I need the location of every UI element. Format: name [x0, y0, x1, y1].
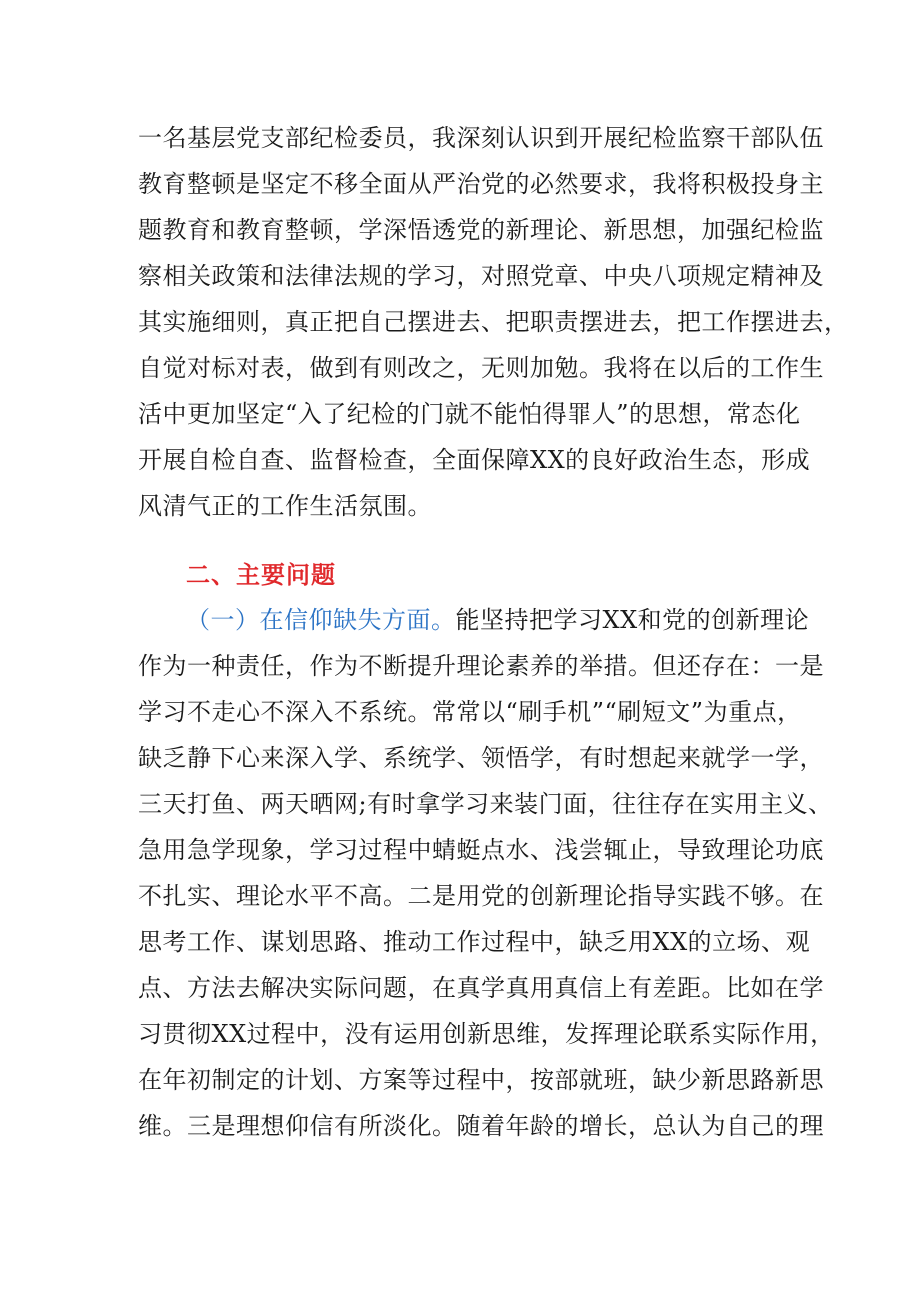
paragraph-line: 不扎实、理论水平不高。二是用党的创新理论指导实践不够。在	[138, 882, 824, 910]
paragraph-line: 风清气正的工作生活氛围。	[138, 492, 432, 520]
paragraph-line: 活中更加坚定“入了纪检的门就不能怕得罪人”的思想，常态化	[138, 400, 801, 428]
subsection-first-line-text: 能坚持把学习XX和党的创新理论	[455, 606, 810, 634]
paragraph-line: 察相关政策和法律法规的学习，对照党章、中央八项规定精神及	[138, 262, 824, 290]
paragraph-line: 自觉对标对表，做到有则改之，无则加勉。我将在以后的工作生	[138, 354, 824, 382]
paragraph-line: 在年初制定的计划、方案等过程中，按部就班，缺少新思路新思	[138, 1066, 824, 1094]
section-heading: 二、主要问题	[186, 561, 336, 589]
paragraph-line: 题教育和教育整顿，学深悟透党的新理论、新思想，加强纪检监	[138, 216, 824, 244]
paragraph-line: 点、方法去解决实际问题，在真学真用真信上有差距。比如在学	[138, 974, 824, 1002]
paragraph-line: 思考工作、谋划思路、推动工作过程中，缺乏用XX的立场、观	[138, 928, 811, 956]
paragraph-line: 习贯彻XX过程中，没有运用创新思维，发挥理论联系实际作用，	[138, 1020, 835, 1048]
paragraph-line: 作为一种责任，作为不断提升理论素养的举措。但还存在：一是	[138, 652, 824, 680]
paragraph-line: 开展自检自查、监督检查，全面保障XX的良好政治生态，形成	[138, 446, 811, 474]
paragraph-line: 教育整顿是坚定不移全面从严治党的必然要求，我将积极投身主	[138, 170, 824, 198]
paragraph-line: 其实施细则，真正把自己摆进去、把职责摆进去，把工作摆进去，	[138, 308, 849, 336]
paragraph-line: 三天打鱼、两天晒网;有时拿学习来装门面，往往存在实用主义、	[138, 790, 833, 818]
paragraph-line: 急用急学现象，学习过程中蜻蜓点水、浅尝辄止，导致理论功底	[138, 836, 824, 864]
paragraph-line: 学习不走心不深入不系统。常常以“刷手机”“刷短文”为重点，	[138, 698, 802, 726]
subsection-first-line	[186, 600, 810, 640]
paragraph-line: 一名基层党支部纪检委员，我深刻认识到开展纪检监察干部队伍	[138, 124, 824, 152]
subsection-lead: （一）在信仰缺失方面。	[186, 606, 456, 634]
paragraph-line: 缺乏静下心来深入学、系统学、领悟学，有时想起来就学一学，	[138, 744, 824, 772]
paragraph-line: 维。三是理想仰信有所淡化。随着年龄的增长，总认为自己的理	[138, 1112, 824, 1140]
